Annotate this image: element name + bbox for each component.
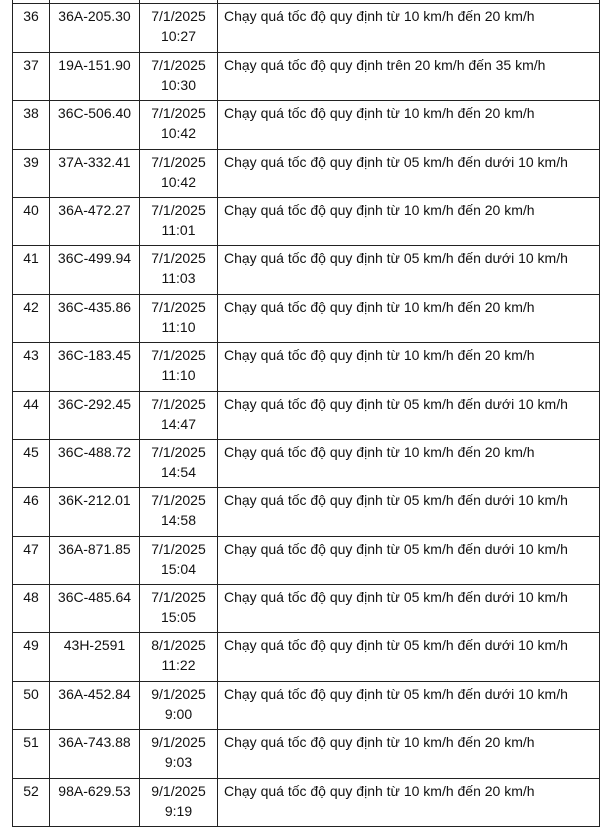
violation-description: Chạy quá tốc độ quy định từ 05 km/h đến dưới 10 km/h	[218, 536, 600, 584]
violation-datetime	[140, 343, 218, 391]
violation-date: 8/1/2025	[151, 637, 206, 654]
violation-description: Chạy quá tốc độ quy định từ 10 km/h đến 20 km/h	[218, 197, 600, 245]
row-number: 48	[13, 585, 50, 633]
license-plate: 37A-332.41	[50, 149, 140, 197]
table-row	[13, 149, 600, 197]
table-row	[13, 343, 600, 391]
violation-datetime	[140, 149, 218, 197]
violation-datetime	[140, 246, 218, 294]
table-row	[13, 536, 600, 584]
table-row	[13, 633, 600, 681]
license-plate: 36A-871.85	[50, 536, 140, 584]
violation-datetime	[140, 633, 218, 681]
violation-datetime	[140, 197, 218, 245]
violation-date: 7/1/2025	[151, 250, 206, 267]
violation-date: 9/1/2025	[151, 734, 206, 751]
violation-date: 7/1/2025	[151, 492, 206, 509]
license-plate: 36C-485.64	[50, 585, 140, 633]
row-number: 38	[13, 101, 50, 149]
violation-datetime	[140, 778, 218, 826]
row-number: 52	[13, 778, 50, 826]
license-plate: 98A-629.53	[50, 778, 140, 826]
violation-datetime	[140, 536, 218, 584]
violation-time: 9:19	[164, 802, 193, 819]
row-number: 42	[13, 294, 50, 342]
table-row	[13, 197, 600, 245]
table-row	[13, 488, 600, 536]
violation-description: Chạy quá tốc độ quy định từ 05 km/h đến dưới 10 km/h	[218, 585, 600, 633]
violation-time: 14:58	[160, 512, 197, 529]
row-number: 37	[13, 52, 50, 100]
violation-time: 15:05	[160, 609, 197, 626]
violation-description: Chạy quá tốc độ quy định từ 05 km/h đến dưới 10 km/h	[218, 149, 600, 197]
violation-datetime	[140, 439, 218, 487]
violation-datetime	[140, 730, 218, 778]
table-row	[13, 52, 600, 100]
violation-description: Chạy quá tốc độ quy định từ 05 km/h đến dưới 10 km/h	[218, 681, 600, 729]
violation-time: 11:01	[161, 221, 196, 238]
violation-datetime	[140, 52, 218, 100]
violation-date: 7/1/2025	[151, 201, 206, 218]
license-plate: 36A-452.84	[50, 681, 140, 729]
violation-time: 9:00	[164, 705, 193, 722]
violation-datetime	[140, 4, 218, 52]
violation-time: 10:42	[160, 173, 197, 190]
license-plate: 43H-2591	[50, 633, 140, 681]
license-plate: 19A-151.90	[50, 52, 140, 100]
table-row	[13, 294, 600, 342]
license-plate: 36C-183.45	[50, 343, 140, 391]
violation-time: 11:10	[161, 367, 196, 384]
table-row	[13, 246, 600, 294]
row-number: 39	[13, 149, 50, 197]
table-row	[13, 585, 600, 633]
violation-time: 10:27	[160, 28, 197, 45]
license-plate: 36C-292.45	[50, 391, 140, 439]
violation-date: 7/1/2025	[151, 298, 206, 315]
row-number: 50	[13, 681, 50, 729]
violation-date: 9/1/2025	[151, 782, 206, 799]
violation-description: Chạy quá tốc độ quy định từ 10 km/h đến 20 km/h	[218, 439, 600, 487]
license-plate: 36A-472.27	[50, 197, 140, 245]
table-row	[13, 681, 600, 729]
violation-date: 7/1/2025	[151, 395, 206, 412]
violation-description: Chạy quá tốc độ quy định từ 10 km/h đến 20 km/h	[218, 4, 600, 52]
row-number: 41	[13, 246, 50, 294]
violation-time: 9:03	[164, 754, 193, 771]
violation-datetime	[140, 681, 218, 729]
row-number: 44	[13, 391, 50, 439]
violation-description: Chạy quá tốc độ quy định từ 05 km/h đến dưới 10 km/h	[218, 246, 600, 294]
violation-time: 10:30	[160, 76, 197, 93]
license-plate: 36C-506.40	[50, 101, 140, 149]
table-row	[13, 439, 600, 487]
violation-description: Chạy quá tốc độ quy định từ 10 km/h đến 20 km/h	[218, 343, 600, 391]
violation-time: 11:10	[161, 318, 196, 335]
violation-date: 7/1/2025	[151, 540, 206, 557]
violation-description: Chạy quá tốc độ quy định từ 05 km/h đến dưới 10 km/h	[218, 488, 600, 536]
violation-date: 9/1/2025	[151, 685, 206, 702]
violation-datetime	[140, 488, 218, 536]
table-row	[13, 4, 600, 52]
row-number: 36	[13, 4, 50, 52]
row-number: 45	[13, 439, 50, 487]
row-number: 49	[13, 633, 50, 681]
violation-date: 7/1/2025	[151, 105, 206, 122]
license-plate: 36A-205.30	[50, 4, 140, 52]
violation-time: 10:42	[160, 125, 197, 142]
license-plate: 36C-488.72	[50, 439, 140, 487]
violation-date: 7/1/2025	[151, 589, 206, 606]
violation-description: Chạy quá tốc độ quy định từ 05 km/h đến dưới 10 km/h	[218, 391, 600, 439]
violation-date: 7/1/2025	[151, 443, 206, 460]
license-plate: 36K-212.01	[50, 488, 140, 536]
table-row	[13, 778, 600, 826]
row-number: 43	[13, 343, 50, 391]
violation-description: Chạy quá tốc độ quy định từ 05 km/h đến dưới 10 km/h	[218, 633, 600, 681]
violation-description: Chạy quá tốc độ quy định từ 10 km/h đến 20 km/h	[218, 730, 600, 778]
table-row	[13, 391, 600, 439]
violations-table	[12, 0, 600, 827]
table-body	[13, 0, 600, 827]
violation-time: 14:54	[160, 463, 197, 480]
row-number: 40	[13, 197, 50, 245]
violation-date: 7/1/2025	[151, 8, 206, 25]
violation-description: Chạy quá tốc độ quy định trên 20 km/h đến 35 km/h	[218, 52, 600, 100]
violation-time: 14:47	[160, 415, 197, 432]
license-plate: 36A-743.88	[50, 730, 140, 778]
violation-datetime	[140, 101, 218, 149]
violation-datetime	[140, 294, 218, 342]
license-plate: 36C-435.86	[50, 294, 140, 342]
violation-time: 11:03	[161, 270, 196, 287]
table-row	[13, 101, 600, 149]
violation-description: Chạy quá tốc độ quy định từ 10 km/h đến 20 km/h	[218, 778, 600, 826]
row-number: 46	[13, 488, 50, 536]
violation-date: 7/1/2025	[151, 153, 206, 170]
row-number: 47	[13, 536, 50, 584]
violation-datetime	[140, 585, 218, 633]
violation-datetime	[140, 391, 218, 439]
row-number: 51	[13, 730, 50, 778]
table-row	[13, 730, 600, 778]
violation-date: 7/1/2025	[151, 56, 206, 73]
violation-date: 7/1/2025	[151, 347, 206, 364]
violation-description: Chạy quá tốc độ quy định từ 10 km/h đến 20 km/h	[218, 101, 600, 149]
violation-description: Chạy quá tốc độ quy định từ 10 km/h đến 20 km/h	[218, 294, 600, 342]
license-plate: 36C-499.94	[50, 246, 140, 294]
violation-time: 11:22	[161, 657, 196, 674]
violation-time: 15:04	[160, 560, 197, 577]
